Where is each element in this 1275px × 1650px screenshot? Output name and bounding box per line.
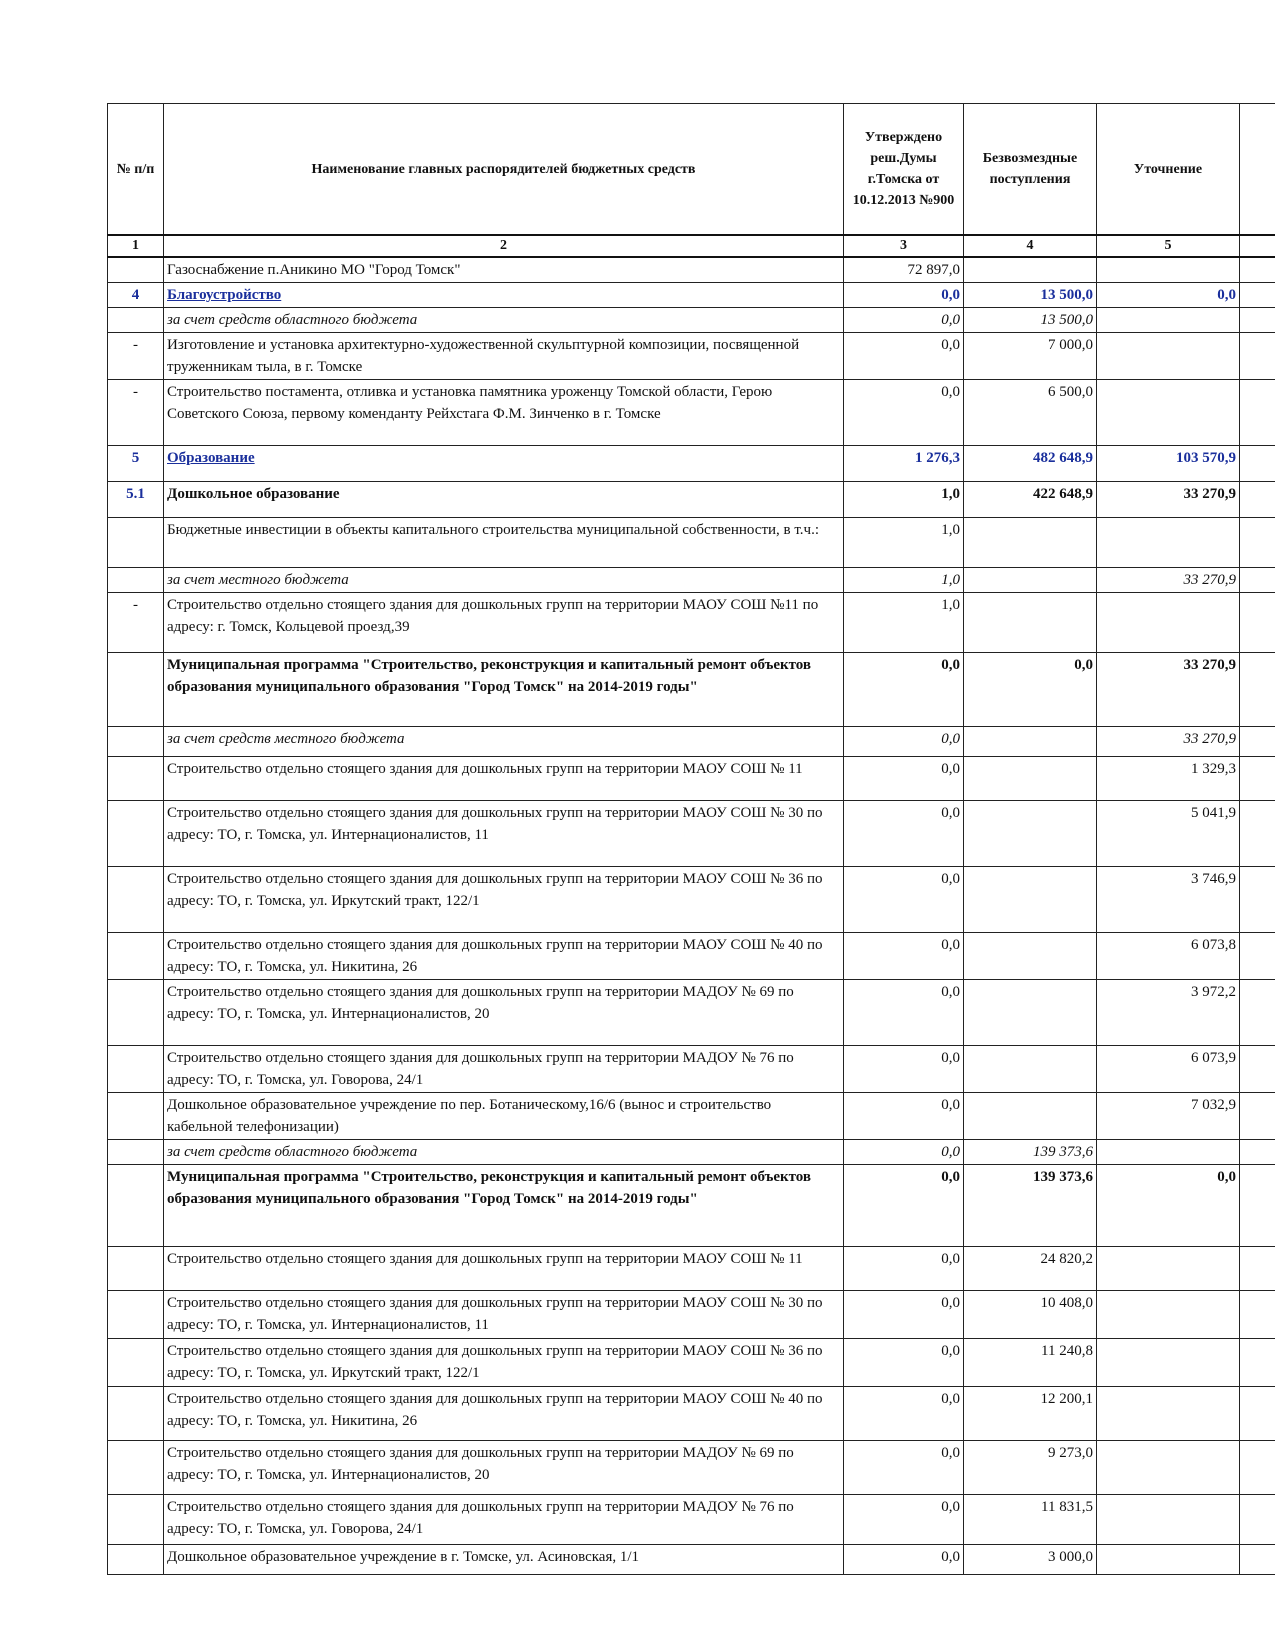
header-extra xyxy=(1240,104,1275,236)
table-row xyxy=(108,446,1275,482)
row-extra xyxy=(1240,333,1275,380)
row-name: за счет средств местного бюджета xyxy=(164,727,844,757)
row-refine: 1 329,3 xyxy=(1097,757,1240,801)
row-number xyxy=(108,257,164,283)
row-name: за счет местного бюджета xyxy=(164,568,844,593)
table-row xyxy=(108,1545,1275,1575)
row-refine xyxy=(1097,1441,1240,1495)
row-refine: 6 073,8 xyxy=(1097,933,1240,980)
table-row xyxy=(108,568,1275,593)
row-refine: 7 032,9 xyxy=(1097,1093,1240,1140)
table-row xyxy=(108,867,1275,933)
row-extra xyxy=(1240,1441,1275,1495)
row-extra xyxy=(1240,653,1275,727)
column-number: 1 xyxy=(108,235,164,257)
row-approved: 72 897,0 xyxy=(844,257,964,283)
row-number: - xyxy=(108,380,164,446)
row-grants: 7 000,0 xyxy=(964,333,1097,380)
row-number xyxy=(108,1140,164,1165)
row-extra xyxy=(1240,593,1275,653)
table-header-row xyxy=(108,104,1275,236)
row-number: - xyxy=(108,333,164,380)
row-number xyxy=(108,1046,164,1093)
row-extra xyxy=(1240,482,1275,518)
row-extra xyxy=(1240,1495,1275,1545)
table-row xyxy=(108,757,1275,801)
row-name: Строительство отдельно стоящего здания для дошкольных групп на территории МАОУ СОШ № 40 по адресу: ТО, г. Томска, ул. Никитина, 26 xyxy=(164,933,844,980)
row-name: Бюджетные инвестиции в объекты капитального строительства муниципальной собственности, в т.ч.: xyxy=(164,518,844,568)
row-number xyxy=(108,867,164,933)
row-approved: 0,0 xyxy=(844,1387,964,1441)
table-row xyxy=(108,1495,1275,1545)
row-grants xyxy=(964,933,1097,980)
row-approved: 1,0 xyxy=(844,568,964,593)
row-name: Строительство отдельно стоящего здания для дошкольных групп на территории МАОУ СОШ № 40 по адресу: ТО, г. Томска, ул. Никитина, 26 xyxy=(164,1387,844,1441)
row-number xyxy=(108,801,164,867)
row-approved: 1,0 xyxy=(844,482,964,518)
row-refine: 103 570,9 xyxy=(1097,446,1240,482)
table-row xyxy=(108,1165,1275,1247)
header-num: № п/п xyxy=(108,104,164,236)
row-refine: 3 746,9 xyxy=(1097,867,1240,933)
row-approved: 0,0 xyxy=(844,801,964,867)
row-extra xyxy=(1240,1339,1275,1387)
row-name: Образование xyxy=(164,446,844,482)
row-grants xyxy=(964,867,1097,933)
row-refine: 5 041,9 xyxy=(1097,801,1240,867)
row-grants xyxy=(964,1093,1097,1140)
row-extra xyxy=(1240,518,1275,568)
row-approved: 0,0 xyxy=(844,1339,964,1387)
row-extra xyxy=(1240,283,1275,308)
row-approved: 0,0 xyxy=(844,308,964,333)
row-refine xyxy=(1097,1495,1240,1545)
row-refine: 0,0 xyxy=(1097,1165,1240,1247)
table-row xyxy=(108,1339,1275,1387)
row-approved: 0,0 xyxy=(844,1495,964,1545)
row-extra xyxy=(1240,980,1275,1046)
row-refine: 6 073,9 xyxy=(1097,1046,1240,1093)
row-number xyxy=(108,980,164,1046)
row-number: 4 xyxy=(108,283,164,308)
row-approved: 0,0 xyxy=(844,283,964,308)
row-approved: 0,0 xyxy=(844,727,964,757)
table-row xyxy=(108,283,1275,308)
row-approved: 0,0 xyxy=(844,333,964,380)
row-grants xyxy=(964,757,1097,801)
table-row xyxy=(108,1291,1275,1339)
row-approved: 0,0 xyxy=(844,1441,964,1495)
row-number xyxy=(108,1545,164,1575)
row-approved: 0,0 xyxy=(844,980,964,1046)
row-grants xyxy=(964,257,1097,283)
row-grants: 139 373,6 xyxy=(964,1165,1097,1247)
row-extra xyxy=(1240,308,1275,333)
table-row xyxy=(108,1387,1275,1441)
row-grants xyxy=(964,1046,1097,1093)
column-number: 4 xyxy=(964,235,1097,257)
row-approved: 0,0 xyxy=(844,653,964,727)
row-extra xyxy=(1240,1165,1275,1247)
row-refine xyxy=(1097,593,1240,653)
header-name: Наименование главных распорядителей бюджетных средств xyxy=(164,104,844,236)
row-grants: 24 820,2 xyxy=(964,1247,1097,1291)
row-number xyxy=(108,653,164,727)
row-grants xyxy=(964,980,1097,1046)
row-name: за счет средств областного бюджета xyxy=(164,1140,844,1165)
row-name: Муниципальная программа "Строительство, реконструкция и капитальный ремонт объектов образования муниципального образования "Город Томск" на 2014-2019 годы" xyxy=(164,653,844,727)
row-number xyxy=(108,933,164,980)
row-name: Строительство отдельно стоящего здания для дошкольных групп на территории МАДОУ № 69 по адресу: ТО, г. Томска, ул. Интернационалистов, 20 xyxy=(164,980,844,1046)
row-extra xyxy=(1240,727,1275,757)
column-number: 5 xyxy=(1097,235,1240,257)
row-grants: 10 408,0 xyxy=(964,1291,1097,1339)
row-grants: 139 373,6 xyxy=(964,1140,1097,1165)
row-refine: 33 270,9 xyxy=(1097,727,1240,757)
table-row xyxy=(108,380,1275,446)
row-number: 5 xyxy=(108,446,164,482)
row-grants: 11 240,8 xyxy=(964,1339,1097,1387)
row-name: Строительство отдельно стоящего здания для дошкольных групп на территории МАОУ СОШ № 30 по адресу: ТО, г. Томска, ул. Интернационалистов, 11 xyxy=(164,801,844,867)
header-grants: Безвозмездные поступления xyxy=(964,104,1097,236)
row-number xyxy=(108,1339,164,1387)
row-refine: 33 270,9 xyxy=(1097,653,1240,727)
row-extra xyxy=(1240,801,1275,867)
row-name: Газоснабжение п.Аникино МО "Город Томск" xyxy=(164,257,844,283)
row-approved: 1,0 xyxy=(844,518,964,568)
row-grants: 422 648,9 xyxy=(964,482,1097,518)
row-name: Муниципальная программа "Строительство, реконструкция и капитальный ремонт объектов образования муниципального образования "Город Томск" на 2014-2019 годы" xyxy=(164,1165,844,1247)
row-grants: 3 000,0 xyxy=(964,1545,1097,1575)
row-refine xyxy=(1097,1291,1240,1339)
row-name: Строительство отдельно стоящего здания для дошкольных групп на территории МАОУ СОШ № 11 xyxy=(164,757,844,801)
row-refine: 33 270,9 xyxy=(1097,482,1240,518)
table-row xyxy=(108,933,1275,980)
column-number: 3 xyxy=(844,235,964,257)
row-name: Строительство отдельно стоящего здания для дошкольных групп на территории МАОУ СОШ № 30 по адресу: ТО, г. Томска, ул. Интернационалистов, 11 xyxy=(164,1291,844,1339)
row-approved: 0,0 xyxy=(844,1247,964,1291)
row-extra xyxy=(1240,446,1275,482)
row-name: Благоустройство xyxy=(164,283,844,308)
row-refine: 0,0 xyxy=(1097,283,1240,308)
row-approved: 0,0 xyxy=(844,1140,964,1165)
row-number xyxy=(108,1247,164,1291)
table-row xyxy=(108,1140,1275,1165)
row-refine xyxy=(1097,1247,1240,1291)
row-approved: 0,0 xyxy=(844,867,964,933)
column-number xyxy=(1240,235,1275,257)
row-grants xyxy=(964,801,1097,867)
header-refine: Уточнение xyxy=(1097,104,1240,236)
table-row xyxy=(108,1247,1275,1291)
row-number: - xyxy=(108,593,164,653)
row-refine xyxy=(1097,1339,1240,1387)
row-extra xyxy=(1240,1247,1275,1291)
row-refine xyxy=(1097,257,1240,283)
table-row xyxy=(108,482,1275,518)
row-refine: 33 270,9 xyxy=(1097,568,1240,593)
row-extra xyxy=(1240,1140,1275,1165)
row-name: Строительство отдельно стоящего здания для дошкольных групп на территории МАОУ СОШ № 36 по адресу: ТО, г. Томска, ул. Иркутский тракт, 122/1 xyxy=(164,1339,844,1387)
table-row xyxy=(108,980,1275,1046)
column-number-row xyxy=(108,235,1275,257)
row-approved: 0,0 xyxy=(844,757,964,801)
row-approved: 0,0 xyxy=(844,1545,964,1575)
row-refine xyxy=(1097,1140,1240,1165)
row-extra xyxy=(1240,757,1275,801)
row-name: Строительство отдельно стоящего здания для дошкольных групп на территории МАОУ СОШ №11 по адресу: г. Томск, Кольцевой проезд,39 xyxy=(164,593,844,653)
table-row xyxy=(108,593,1275,653)
row-number xyxy=(108,1387,164,1441)
row-refine xyxy=(1097,518,1240,568)
row-extra xyxy=(1240,257,1275,283)
table-body xyxy=(108,257,1275,1575)
row-grants: 13 500,0 xyxy=(964,283,1097,308)
row-number xyxy=(108,757,164,801)
row-refine: 3 972,2 xyxy=(1097,980,1240,1046)
row-grants xyxy=(964,727,1097,757)
table-row xyxy=(108,1046,1275,1093)
table-row xyxy=(108,801,1275,867)
row-extra xyxy=(1240,1545,1275,1575)
row-number xyxy=(108,308,164,333)
row-grants: 482 648,9 xyxy=(964,446,1097,482)
row-name: Изготовление и установка архитектурно-художественной скульптурной композиции, посвященной труженникам тыла, в г. Томске xyxy=(164,333,844,380)
row-approved: 0,0 xyxy=(844,1046,964,1093)
row-number xyxy=(108,518,164,568)
row-approved: 1 276,3 xyxy=(844,446,964,482)
row-approved: 0,0 xyxy=(844,1165,964,1247)
row-grants xyxy=(964,518,1097,568)
row-approved: 1,0 xyxy=(844,593,964,653)
row-extra xyxy=(1240,1291,1275,1339)
row-grants: 0,0 xyxy=(964,653,1097,727)
row-number xyxy=(108,1291,164,1339)
row-extra xyxy=(1240,1387,1275,1441)
row-name: Строительство отдельно стоящего здания для дошкольных групп на территории МАДОУ № 69 по адресу: ТО, г. Томска, ул. Интернационалистов, 20 xyxy=(164,1441,844,1495)
column-number: 2 xyxy=(164,235,844,257)
row-grants: 11 831,5 xyxy=(964,1495,1097,1545)
row-name: за счет средств областного бюджета xyxy=(164,308,844,333)
row-extra xyxy=(1240,1046,1275,1093)
row-approved: 0,0 xyxy=(844,1291,964,1339)
row-approved: 0,0 xyxy=(844,1093,964,1140)
row-refine xyxy=(1097,380,1240,446)
row-number xyxy=(108,727,164,757)
row-name: Дошкольное образовательное учреждение по пер. Ботаническому,16/6 (вынос и строительство кабельной телефонизации) xyxy=(164,1093,844,1140)
row-name: Строительство отдельно стоящего здания для дошкольных групп на территории МАДОУ № 76 по адресу: ТО, г. Томска, ул. Говорова, 24/1 xyxy=(164,1046,844,1093)
row-extra xyxy=(1240,933,1275,980)
table-row xyxy=(108,333,1275,380)
table-row xyxy=(108,1093,1275,1140)
header-approved: Утверждено реш.Думы г.Томска от 10.12.2013 №900 xyxy=(844,104,964,236)
row-grants: 12 200,1 xyxy=(964,1387,1097,1441)
row-extra xyxy=(1240,1093,1275,1140)
table-row xyxy=(108,518,1275,568)
row-refine xyxy=(1097,308,1240,333)
row-grants: 13 500,0 xyxy=(964,308,1097,333)
row-grants xyxy=(964,593,1097,653)
row-refine xyxy=(1097,1387,1240,1441)
row-approved: 0,0 xyxy=(844,933,964,980)
row-name: Дошкольное образование xyxy=(164,482,844,518)
row-refine xyxy=(1097,1545,1240,1575)
row-number xyxy=(108,1093,164,1140)
row-extra xyxy=(1240,568,1275,593)
row-name: Дошкольное образовательное учреждение в г. Томске, ул. Асиновская, 1/1 xyxy=(164,1545,844,1575)
row-extra xyxy=(1240,867,1275,933)
row-refine xyxy=(1097,333,1240,380)
row-number: 5.1 xyxy=(108,482,164,518)
row-grants: 6 500,0 xyxy=(964,380,1097,446)
row-number xyxy=(108,1165,164,1247)
row-name: Строительство отдельно стоящего здания для дошкольных групп на территории МАДОУ № 76 по адресу: ТО, г. Томска, ул. Говорова, 24/1 xyxy=(164,1495,844,1545)
row-number xyxy=(108,568,164,593)
row-extra xyxy=(1240,380,1275,446)
row-number xyxy=(108,1495,164,1545)
table-row xyxy=(108,727,1275,757)
row-number xyxy=(108,1441,164,1495)
table-row xyxy=(108,308,1275,333)
row-name: Строительство постамента, отливка и установка памятника уроженцу Томской области, Герою Советского Союза, первому коменданту Рейхстага Ф.М. Зинченко в г. Томске xyxy=(164,380,844,446)
row-name: Строительство отдельно стоящего здания для дошкольных групп на территории МАОУ СОШ № 11 xyxy=(164,1247,844,1291)
row-grants xyxy=(964,568,1097,593)
row-grants: 9 273,0 xyxy=(964,1441,1097,1495)
row-name: Строительство отдельно стоящего здания для дошкольных групп на территории МАОУ СОШ № 36 по адресу: ТО, г. Томска, ул. Иркутский тракт, 122/1 xyxy=(164,867,844,933)
budget-table xyxy=(107,103,1275,1575)
row-approved: 0,0 xyxy=(844,380,964,446)
table-row xyxy=(108,1441,1275,1495)
table-row xyxy=(108,653,1275,727)
table-row xyxy=(108,257,1275,283)
